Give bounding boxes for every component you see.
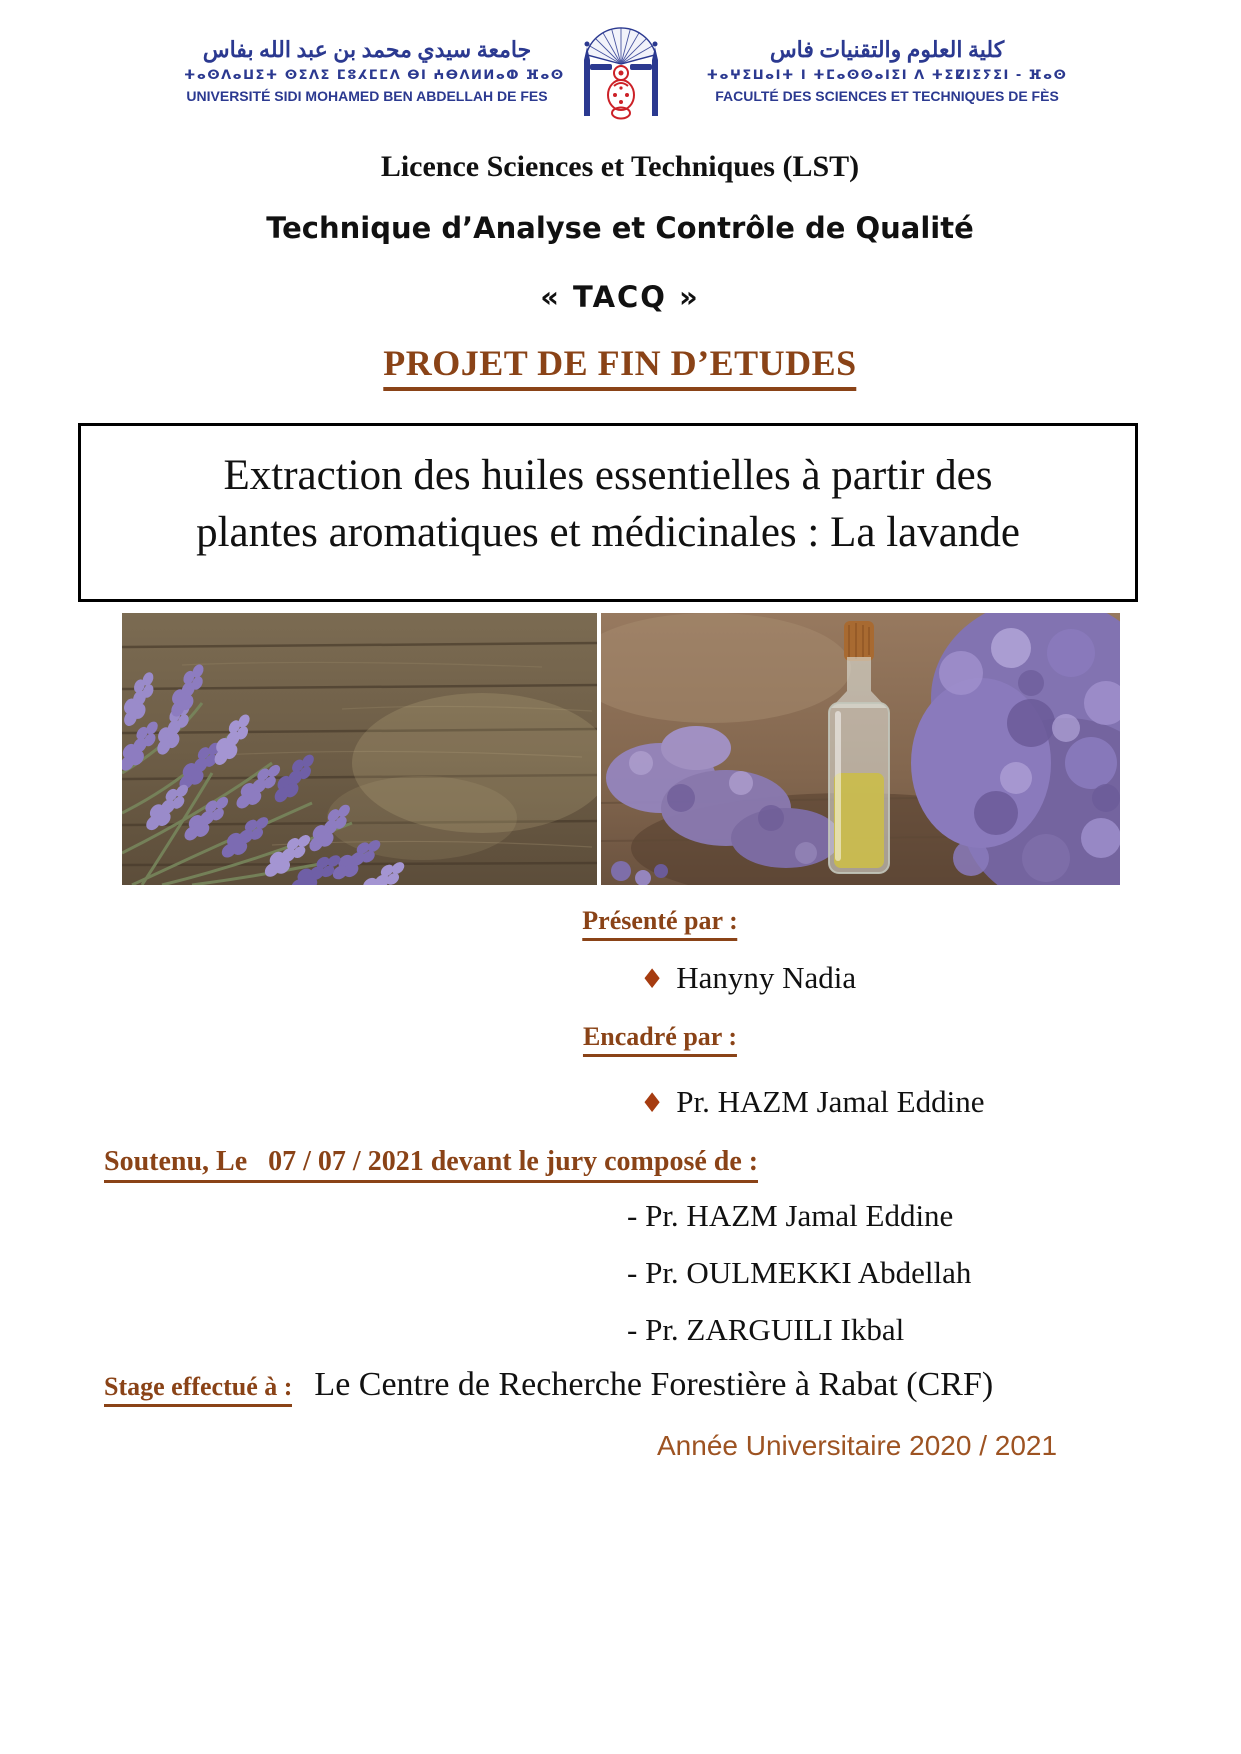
internship-line <box>104 1366 993 1407</box>
university-name-tifinagh: ⵜⴰⵙⴷⴰⵡⵉⵜ ⵙⵉⴷⵉ ⵎⵓⵃⵎⵎⴷ ⴱⵏ ⵄⴱⴷⵍⵍⴰⵀ ⴼⴰⵙ <box>184 68 565 84</box>
photo-lavender-on-wood <box>122 613 597 885</box>
thesis-title-box <box>78 423 1138 602</box>
supervisor-entry <box>640 1084 984 1120</box>
jury-member: - Pr. HAZM Jamal Eddine <box>627 1198 954 1233</box>
student-name: Hanyny Nadia <box>676 960 857 995</box>
faculty-name-arabic: كلية العلوم والتقنيات فاس <box>769 37 1005 62</box>
faculty-logo <box>678 38 1096 104</box>
presented-by-label: Présenté par : <box>582 906 737 941</box>
diamond-bullet-icon: ♦ <box>640 964 665 995</box>
university-logo <box>184 37 565 105</box>
academic-year: Année Universitaire 2020 / 2021 <box>657 1430 1058 1461</box>
faculty-name-latin: FACULTÉ DES SCIENCES ET TECHNIQUES DE FÈS <box>715 88 1059 105</box>
photo-oil-bottle-lavender <box>601 613 1120 885</box>
university-emblem-icon <box>578 20 664 120</box>
thesis-title-line1: Extraction des huiles essentielles à partir des <box>223 452 993 499</box>
internship-location: Le Centre de Recherche Forestière à Rabat (CRF) <box>314 1366 994 1403</box>
university-name-arabic: جامعة سيدي محمد بن عبد الله بفاس <box>202 37 532 62</box>
document-type-title: PROJET DE FIN D’ETUDES <box>383 342 856 391</box>
jury-list <box>627 1198 971 1369</box>
university-name-latin: UNIVERSITÉ SIDI MOHAMED BEN ABDELLAH DE FES <box>186 88 548 105</box>
jury-member: - Pr. OULMEKKI Abdellah <box>627 1255 972 1290</box>
specialty-title: Technique d’Analyse et Contrôle de Qualité <box>266 211 974 245</box>
supervised-by-label: Encadré par : <box>583 1022 737 1057</box>
jury-member: - Pr. ZARGUILI Ikbal <box>627 1312 905 1347</box>
cover-photos <box>122 613 1120 885</box>
program-title: Licence Sciences et Techniques (LST) <box>380 150 860 183</box>
specialty-acronym: « TACQ » <box>540 280 700 314</box>
faculty-name-tifinagh: ⵜⴰⵖⵉⵡⴰⵏⵜ ⵏ ⵜⵎⴰⵙⵙⴰⵏⵉⵏ ⴷ ⵜⵉⵇⵏⵉⵢⵉⵏ - ⴼⴰⵙ <box>706 68 1068 84</box>
diamond-bullet-icon: ♦ <box>640 1088 665 1119</box>
supervisor-name: Pr. HAZM Jamal Eddine <box>676 1084 985 1119</box>
defense-date-line: Soutenu, Le 07 / 07 / 2021 devant le jury composé de : <box>104 1146 758 1183</box>
presented-by-entry <box>640 960 856 996</box>
thesis-title-line2: plantes aromatiques et médicinales : La lavande <box>196 509 1020 556</box>
internship-label: Stage effectué à : <box>104 1372 292 1407</box>
